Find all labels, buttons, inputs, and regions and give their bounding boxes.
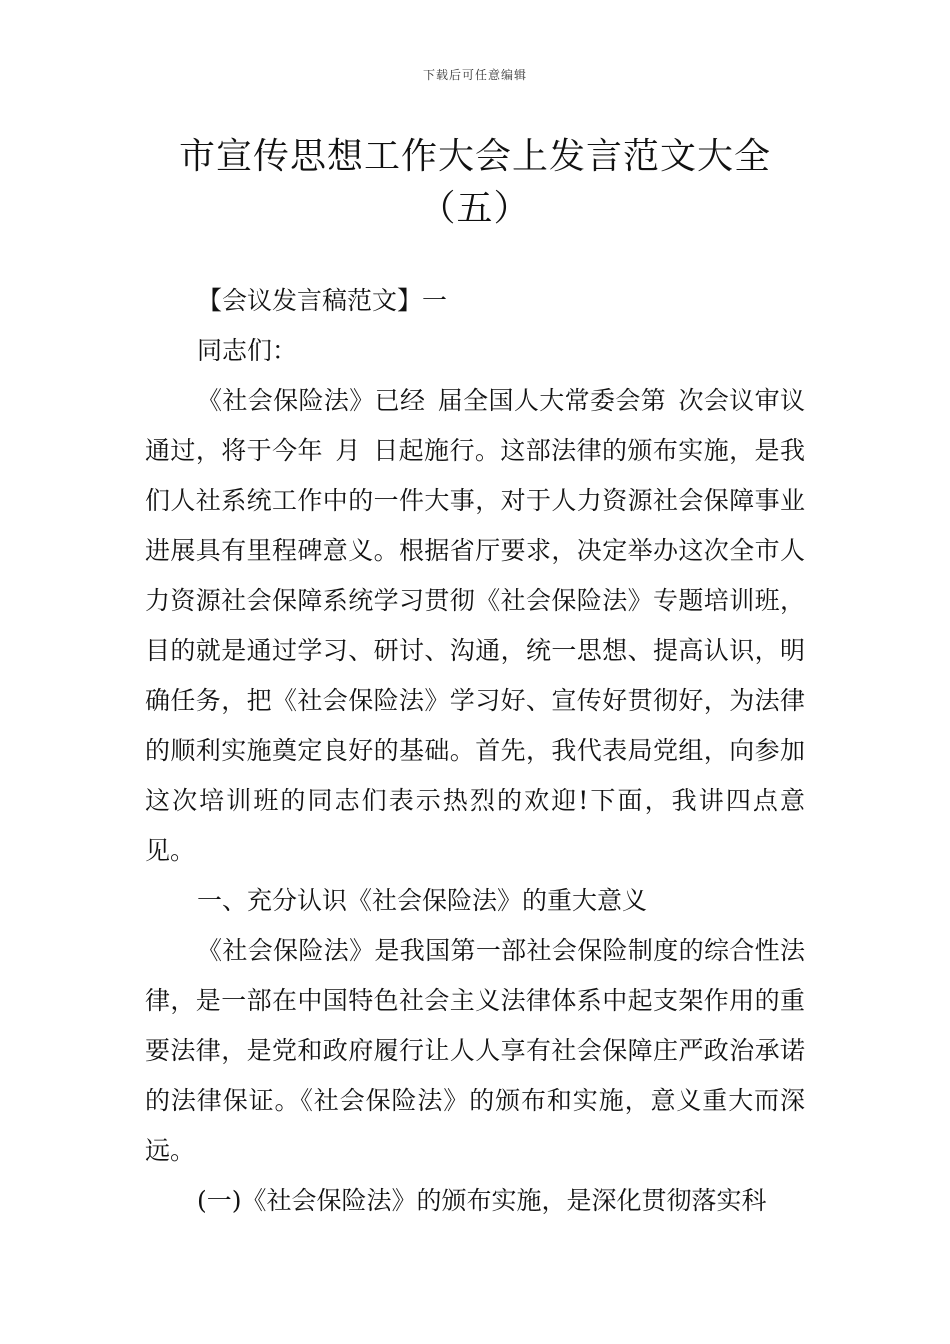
paragraph-1-part-b: 届全国人大常委会第 xyxy=(437,386,667,415)
document-title-line-1: 市宣传思想工作大会上发言范文大全 xyxy=(178,136,771,177)
document-body xyxy=(145,276,805,1226)
paragraph-1-part-d: 月 xyxy=(334,436,361,465)
paragraph-3: (一)《社会保险法》的颁布实施，是深化贯彻落实科 xyxy=(197,1186,767,1215)
heading-1: 一、充分认识《社会保险法》的重大意义 xyxy=(197,886,648,915)
section-heading: 【会议发言稿范文】一 xyxy=(197,286,448,315)
header-note: 下载后可任意编辑 xyxy=(422,68,527,82)
paragraph-1-part-c: 次会议审议通过，将于今年 xyxy=(145,386,805,465)
paragraph-1-part-a: 《社会保险法》已经 xyxy=(197,386,426,415)
paragraph-1-part-e: 日起施行。这部法律的颁布实施，是我们人社系统工作中的一件大事，对于人力资源社会保障事业进展具有里程碑意义。根据省厅要求，决定举办这次全市人力资源社会保障系统学习贯彻《社会保险法》专题培训班，目的就是通过学习、研讨、沟通，统一思想、提高认识，明确任务，把《社会保险法》学习好、宣传好贯彻好，为法律的顺利实施奠定良好的基础。首先，我代表局党组，向参加这次培训班的同志们表示热烈的欢迎!下面，我讲四点意见。 xyxy=(145,436,805,865)
paragraph-2: 《社会保险法》是我国第一部社会保险制度的综合性法律，是一部在中国特色社会主义法律体系中起支架作用的重要法律，是党和政府履行让人人享有社会保障庄严政治承诺的法律保证。《社会保险法》的颁布和实施，意义重大而深远。 xyxy=(145,936,805,1165)
salutation: 同志们： xyxy=(197,336,298,365)
paragraph-1 xyxy=(145,376,805,876)
document-title-line-2: （五） xyxy=(419,188,531,229)
